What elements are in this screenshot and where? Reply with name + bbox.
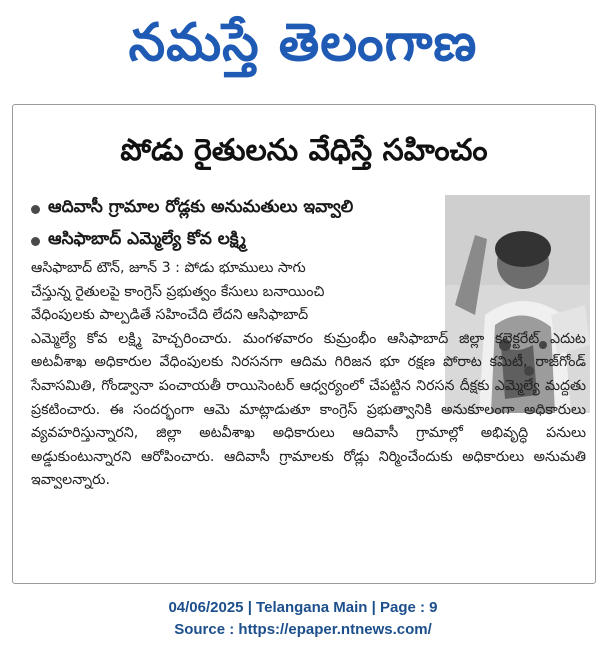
subheadline-text: ఆదివాసీ గ్రామాల రోడ్లకు అనుమతులు ఇవ్వాలి <box>48 197 354 217</box>
source-footer <box>0 597 606 641</box>
article-clipping <box>12 104 596 584</box>
bullet-icon <box>31 237 40 246</box>
source-link[interactable]: Source : https://epaper.ntnews.com/ <box>174 621 432 638</box>
body-line: ఆసిఫాబాద్ టౌన్, జూన్ 3 : పోడు భూములు సాగు <box>31 260 306 276</box>
body-line: వేధింపులకు పాల్పడితే సహించేది లేదని ఆసిఫాబాద్ <box>31 307 309 324</box>
subheadline-text: ఆసిఫాబాద్ ఎమ్మెల్యే కోవ లక్ష్మి <box>48 229 246 249</box>
publication-info: 04/06/2025 | Telangana Main | Page : 9 <box>168 599 438 616</box>
newspaper-title: నమస్తే తెలంగాణ <box>128 12 478 73</box>
subheadline-item <box>31 193 451 225</box>
article-body <box>31 257 586 493</box>
masthead <box>0 0 606 98</box>
subheadline-item <box>31 225 451 257</box>
body-paragraph: ఎమ్మెల్యే కోవ లక్ష్మి హెచ్చరించారు. మంగళవారం కుమ్రంభీం ఆసిఫాబాద్ జిల్లా కలెక్టరేట్ ఎదుట అటవీశాఖ అధికారుల వేధింపులకు నిరసనగా ఆదిమ గిరిజన భూ రక్షణ పోరాట కమిటీ, రాజ్‌గోండ్ సేవాసమితి, గోండ్వానా పంచాయతీ రాయిసెంటర్ ఆధ్వర్యంలో చేపట్టిన నిరసన దీక్షకు ఎమ్మెల్యే మద్దతు ప్రకటించారు. ఈ సందర్భంగా ఆమె మాట్లాడుతూ కాంగ్రెస్ ప్రభుత్వానికి అనుకూలంగా అధికారులు వ్యవహరిస్తున్నారని, జిల్లా అటవీశాఖ అధికారులు ఆదివాసీ గ్రామాల్లో అభివృద్ధి పనులు అడ్డుకుంటున్నారని ఆరోపించారు. ఆదివాసీ గ్రామాలకు రోడ్లు నిర్మించేందుకు అధికారులు అనుమతి ఇవ్వాలన్నారు. <box>31 330 586 489</box>
subheadline-list <box>31 193 451 257</box>
body-line: చేస్తున్న రైతులపై కాంగ్రెస్ ప్రభుత్వం కేసులు బనాయించి <box>31 283 325 300</box>
article-headline: పోడు రైతులను వేధిస్తే సహించం <box>120 133 488 168</box>
bullet-icon <box>31 205 40 214</box>
